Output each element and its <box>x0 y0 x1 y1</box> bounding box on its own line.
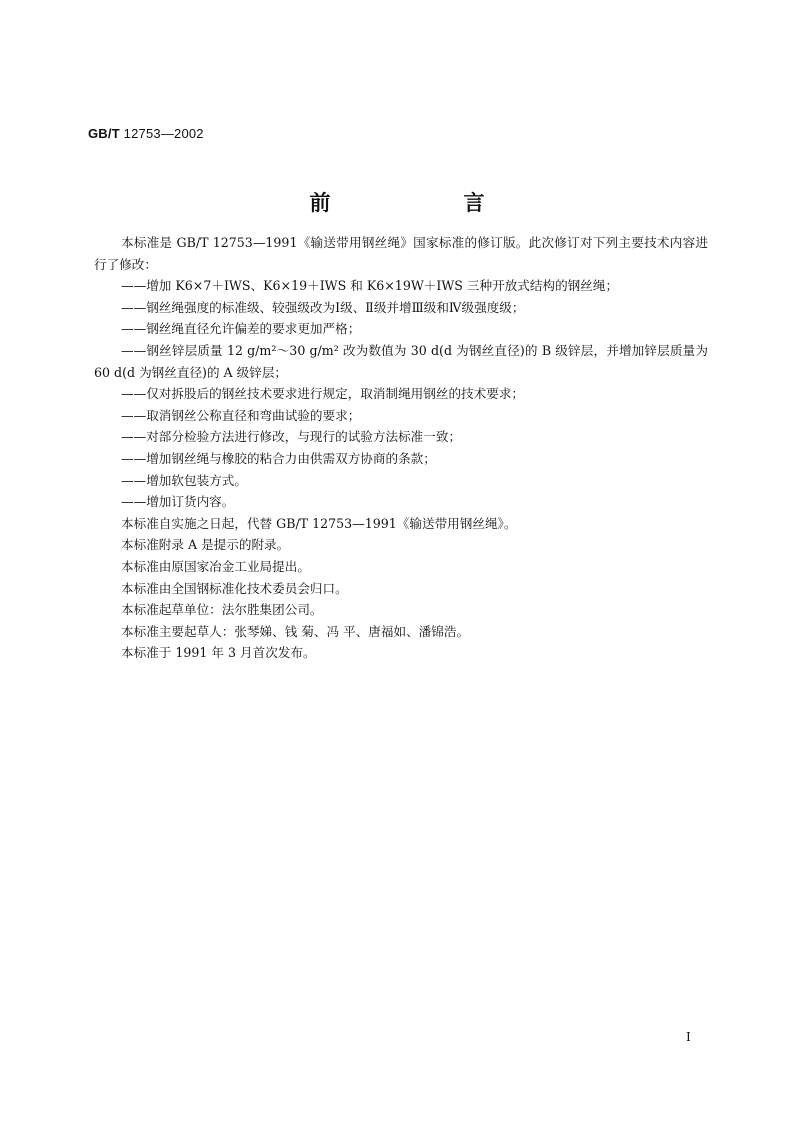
paragraph-drafting-unit: 本标准起草单位：法尔胜集团公司。 <box>121 602 323 618</box>
list-item-zinc-coating: ——钢丝锌层质量 12 g/m²～30 g/m² 改为数值为 30 d(d 为钢丝直径)的 B 级锌层，并增加锌层质量为 60 d(d 为钢丝直径)的 A 级锌层； <box>94 342 708 380</box>
list-item-diameter-tolerance: ——钢丝绳直径允许偏差的要求更加严格； <box>121 321 361 337</box>
list-item-packaging: ——增加软包装方式。 <box>121 472 247 488</box>
standard-number: 12753—2002 <box>123 126 204 141</box>
list-item-adhesion: ——增加钢丝绳与橡胶的粘合力由供需双方协商的条款； <box>121 450 436 466</box>
page-number: I <box>686 1030 691 1044</box>
paragraph-appendix: 本标准附录 A 是提示的附录。 <box>121 537 290 553</box>
list-item-cancel-tests: ——取消钢丝公称直径和弯曲试验的要求； <box>121 407 361 423</box>
list-item-strength-grades: ——钢丝绳强度的标准级、较强级改为Ⅰ级、Ⅱ级并增Ⅲ级和Ⅳ级强度级； <box>121 299 525 315</box>
page-title: 前 言 <box>309 191 541 215</box>
list-item-test-methods: ——对部分检验方法进行修改，与现行的试验方法标准一致； <box>121 429 462 445</box>
paragraph-first-issued: 本标准于 1991 年 3 月首次发布。 <box>121 645 316 661</box>
paragraph-centralized-by: 本标准由全国钢标准化技术委员会归口。 <box>121 580 348 596</box>
standard-prefix: GB/T <box>88 126 120 141</box>
foreword-body <box>94 232 708 664</box>
list-item-order-content: ——增加订货内容。 <box>121 494 235 510</box>
paragraph-proposed-by: 本标准由原国家冶金工业局提出。 <box>121 558 310 574</box>
list-item-add-structures: ——增加 K6×7＋IWS、K6×19＋IWS 和 K6×19W＋IWS 三种开放式结构的钢丝绳； <box>121 278 619 294</box>
list-item-wire-requirements: ——仅对拆股后的钢丝技术要求进行规定，取消制绳用钢丝的技术要求； <box>121 386 524 402</box>
paragraph-replaces: 本标准自实施之日起，代替 GB/T 12753—1991《输送带用钢丝绳》。 <box>121 515 517 531</box>
paragraph-intro: 本标准是 GB/T 12753—1991《输送带用钢丝绳》国家标准的修订版。此次修订对下列主要技术内容进行了修改： <box>94 235 708 272</box>
paragraph-drafters: 本标准主要起草人：张琴娣、钱 菊、冯 平、唐福如、潘锦浩。 <box>121 623 470 639</box>
standard-code <box>88 126 204 141</box>
